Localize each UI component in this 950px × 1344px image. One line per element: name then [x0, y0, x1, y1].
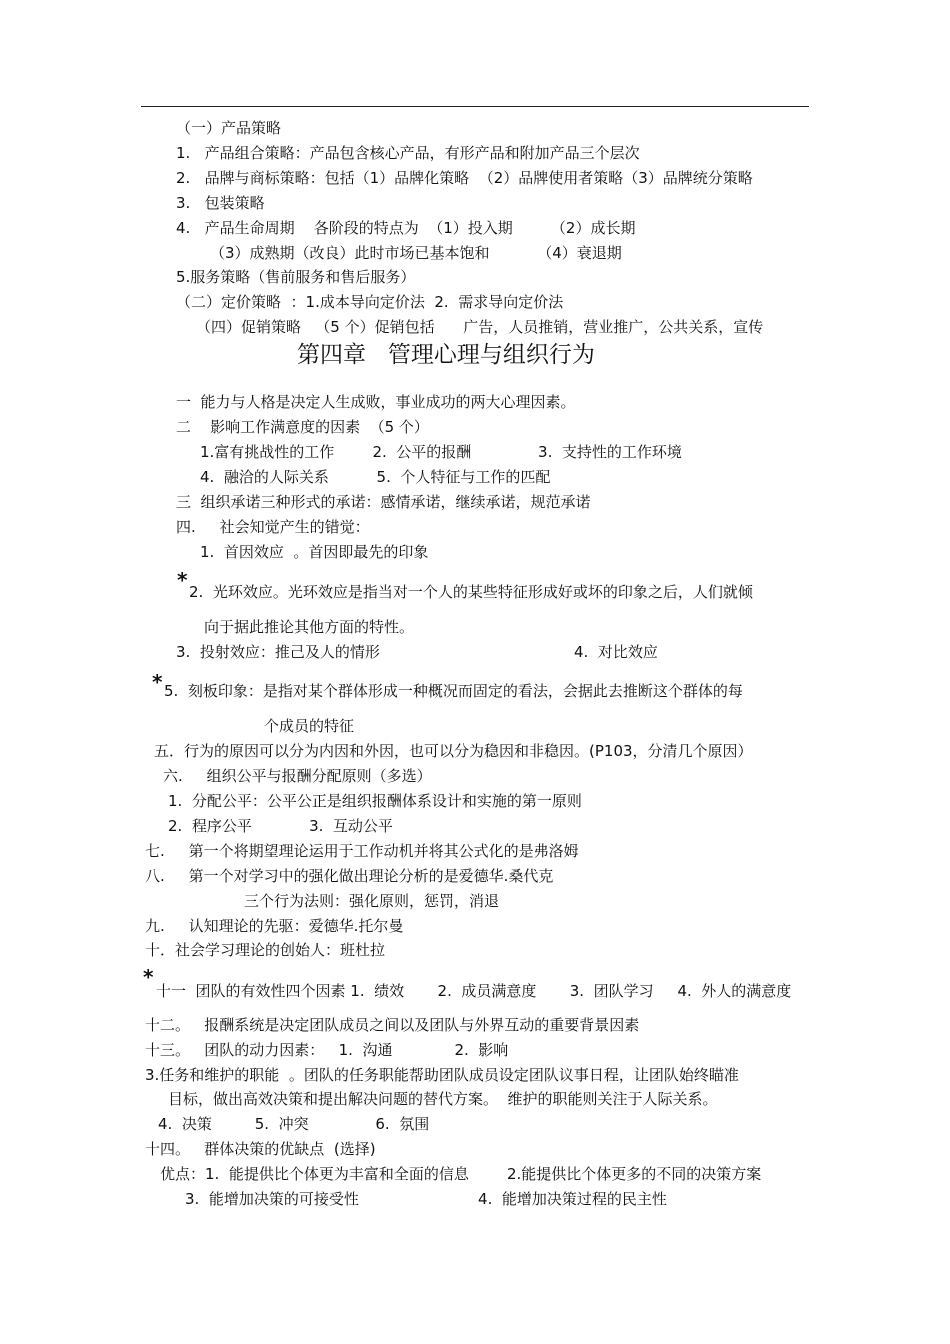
list-item: 4. 对比效应 [574, 643, 658, 661]
list-item: 4. 融洽的人际关系 5. 个人特征与工作的匹配 [200, 468, 551, 486]
list-item: 十一 团队的有效性四个因素 1. 绩效 2. 成员满意度 3. 团队学习 4. 外人的满意度 [156, 982, 792, 1000]
list-item: 3.任务和维护的职能 。团队的任务职能帮助团队成员设定团队议事日程，让团队始终瞄准 [145, 1066, 739, 1084]
list-item: 3. 投射效应：推己及人的情形 [176, 643, 380, 661]
asterisk-mark: * [143, 965, 154, 989]
list-item: 八. 第一个对学习中的强化做出理论分析的是爱德华.桑代克 [145, 867, 554, 885]
asterisk-mark: * [177, 568, 188, 592]
list-item: 优点：1. 能提供比个体更为丰富和全面的信息 2.能提供比个体更多的不同的决策方案 [160, 1165, 762, 1183]
list-item: 5.服务策略（售前服务和售后服务） [176, 268, 416, 286]
list-item: 三 组织承诺三种形式的承诺：感情承诺，继续承诺，规范承诺 [176, 493, 591, 511]
list-item: 5. 刻板印象：是指对某个群体形成一种概况而固定的看法，会据此去推断这个群体的每 [164, 682, 743, 700]
section-product-strategy: （一）产品策略 [176, 119, 282, 137]
list-item: 九. 认知理论的先驱：爱德华.托尔曼 [145, 917, 404, 935]
header-rule [141, 106, 809, 107]
list-item-continuation: 个成员的特征 [264, 717, 355, 735]
list-item: 十三。 团队的动力因素： 1. 沟通 2. 影响 [145, 1041, 509, 1059]
asterisk-mark: * [152, 670, 163, 694]
list-item: 七. 第一个将期望理论运用于工作动机并将其公式化的是弗洛姆 [145, 842, 579, 860]
list-item: 1. 产品组合策略：产品包含核心产品，有形产品和附加产品三个层次 [176, 144, 640, 162]
list-item: 一 能力与人格是决定人生成败，事业成功的两大心理因素。 [176, 393, 576, 411]
list-item-continuation: 向于据此推论其他方面的特性。 [204, 618, 415, 636]
list-item: 1. 分配公平：公平公正是组织报酬体系设计和实施的第一原则 [168, 792, 582, 810]
list-item: 4. 产品生命周期 各阶段的特点为 （1）投入期 （2）成长期 [176, 219, 636, 237]
list-item: 六. 组织公平与报酬分配原则（多选） [163, 767, 432, 785]
list-item: 2. 品牌与商标策略：包括（1）品牌化策略 （2）品牌使用者策略（3）品牌统分策略 [176, 169, 753, 187]
chapter-title: 第四章 管理心理与组织行为 [297, 342, 595, 368]
list-item: 五．行为的原因可以分为内因和外因，也可以分为稳因和非稳因。(P103，分清几个原因） [154, 742, 753, 760]
list-item: 二 影响工作满意度的因素 （5 个） [176, 418, 429, 436]
list-item: 3. 能增加决策的可接受性 4. 能增加决策过程的民主性 [185, 1190, 667, 1208]
list-item: 十二。 报酬系统是决定团队成员之间以及团队与外界互动的重要背景因素 [145, 1016, 640, 1034]
list-item: 4. 决策 5. 冲突 6. 氛围 [158, 1115, 430, 1133]
section-pricing-strategy: （二）定价策略 ：1.成本导向定价法 2. 需求导向定价法 [176, 293, 564, 311]
list-item: 1. 首因效应 。首因即最先的印象 [200, 543, 429, 561]
list-item-continuation: 目标，做出高效决策和提出解决问题的替代方案。 维护的职能则关注于人际关系。 [168, 1090, 718, 1108]
list-item-continuation: 三个行为法则：强化原则，惩罚，消退 [244, 892, 500, 910]
list-item: 十．社会学习理论的创始人：班杜拉 [145, 941, 386, 959]
list-item: 十四。 群体决策的优缺点 (选择) [145, 1140, 376, 1158]
list-item: 3. 包装策略 [176, 194, 265, 212]
list-item: 2. 光环效应。光环效应是指当对一个人的某些特征形成好或坏的印象之后，人们就倾 [189, 583, 753, 601]
section-promotion-strategy: （四）促销策略 （5 个）促销包括 广告，人员推销，营业推广，公共关系，宣传 [196, 318, 764, 336]
list-item: 2. 程序公平 3. 互动公平 [168, 817, 393, 835]
list-item: 四. 社会知觉产生的错觉： [176, 518, 370, 536]
list-item-continuation: （3）成熟期（改良）此时市场已基本饱和 （4）衰退期 [210, 244, 622, 262]
list-item: 1.富有挑战性的工作 2. 公平的报酬 3. 支持性的工作环境 [200, 443, 682, 461]
